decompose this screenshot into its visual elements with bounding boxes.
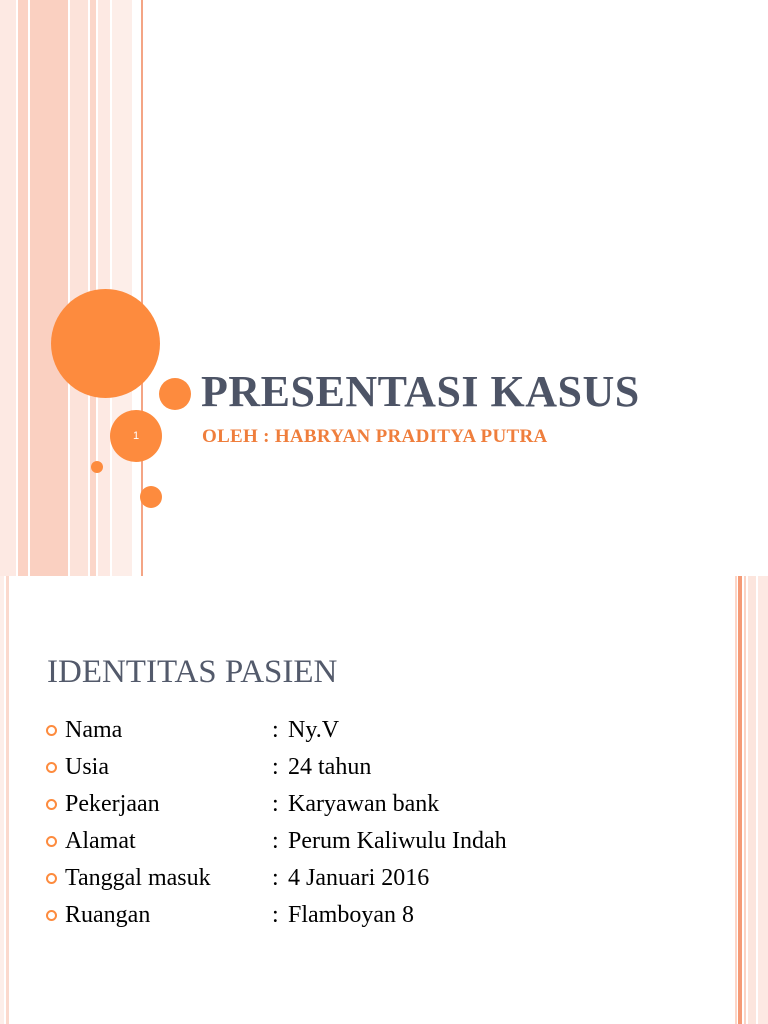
decor-circle-small (91, 461, 103, 473)
patient-identity-list (46, 712, 507, 934)
item-separator: : (272, 865, 279, 891)
item-separator: : (272, 717, 279, 743)
bullet-icon (46, 762, 57, 773)
item-value: Perum Kaliwulu Indah (288, 828, 507, 854)
item-label: Nama (65, 717, 123, 743)
bullet-icon (46, 836, 57, 847)
item-value: 4 Januari 2016 (288, 865, 430, 891)
item-label: Ruangan (65, 902, 151, 928)
decor-stripe (30, 0, 68, 576)
decor-stripe (98, 0, 110, 576)
decor-stripe (70, 0, 88, 576)
bullet-icon (46, 799, 57, 810)
item-value: Karyawan bank (288, 791, 440, 817)
item-label: Pekerjaan (65, 791, 160, 817)
item-value: 24 tahun (288, 754, 372, 780)
item-value: Flamboyan 8 (288, 902, 414, 928)
item-separator: : (272, 754, 279, 780)
decor-stripe (738, 576, 742, 1024)
slide-title: PRESENTASI KASUS (201, 367, 640, 416)
decor-stripe (90, 0, 96, 576)
slide-subtitle: OLEH : HABRYAN PRADITYA PUTRA (202, 426, 548, 447)
bullet-icon (46, 910, 57, 921)
decor-stripe (735, 576, 737, 1024)
bullet-icon (46, 725, 57, 736)
list-item (46, 786, 507, 823)
decor-stripe (112, 0, 132, 576)
decor-stripe (744, 576, 746, 1024)
slide-title: IDENTITAS PASIEN (47, 654, 338, 690)
slide-number-badge (110, 410, 162, 462)
bullet-icon (46, 873, 57, 884)
decor-circle-small (140, 486, 162, 508)
list-item (46, 897, 507, 934)
list-item (46, 712, 507, 749)
decor-circle-medium (159, 378, 191, 410)
decor-stripe (758, 576, 768, 1024)
decor-stripe (0, 0, 16, 576)
list-item (46, 823, 507, 860)
list-item (46, 749, 507, 786)
item-separator: : (272, 791, 279, 817)
identity-slide (0, 576, 768, 1024)
decor-stripe (18, 0, 28, 576)
decor-stripe (748, 576, 756, 1024)
item-value: Ny.V (288, 717, 340, 743)
list-item (46, 860, 507, 897)
decor-circle-large (51, 289, 160, 398)
item-label: Usia (65, 754, 109, 780)
decor-stripe (6, 576, 9, 1024)
item-label: Alamat (65, 828, 136, 854)
item-separator: : (272, 828, 279, 854)
item-label: Tanggal masuk (65, 865, 211, 891)
decor-stripe (0, 576, 4, 1024)
slide-number: 1 (132, 430, 140, 442)
item-separator: : (272, 902, 279, 928)
